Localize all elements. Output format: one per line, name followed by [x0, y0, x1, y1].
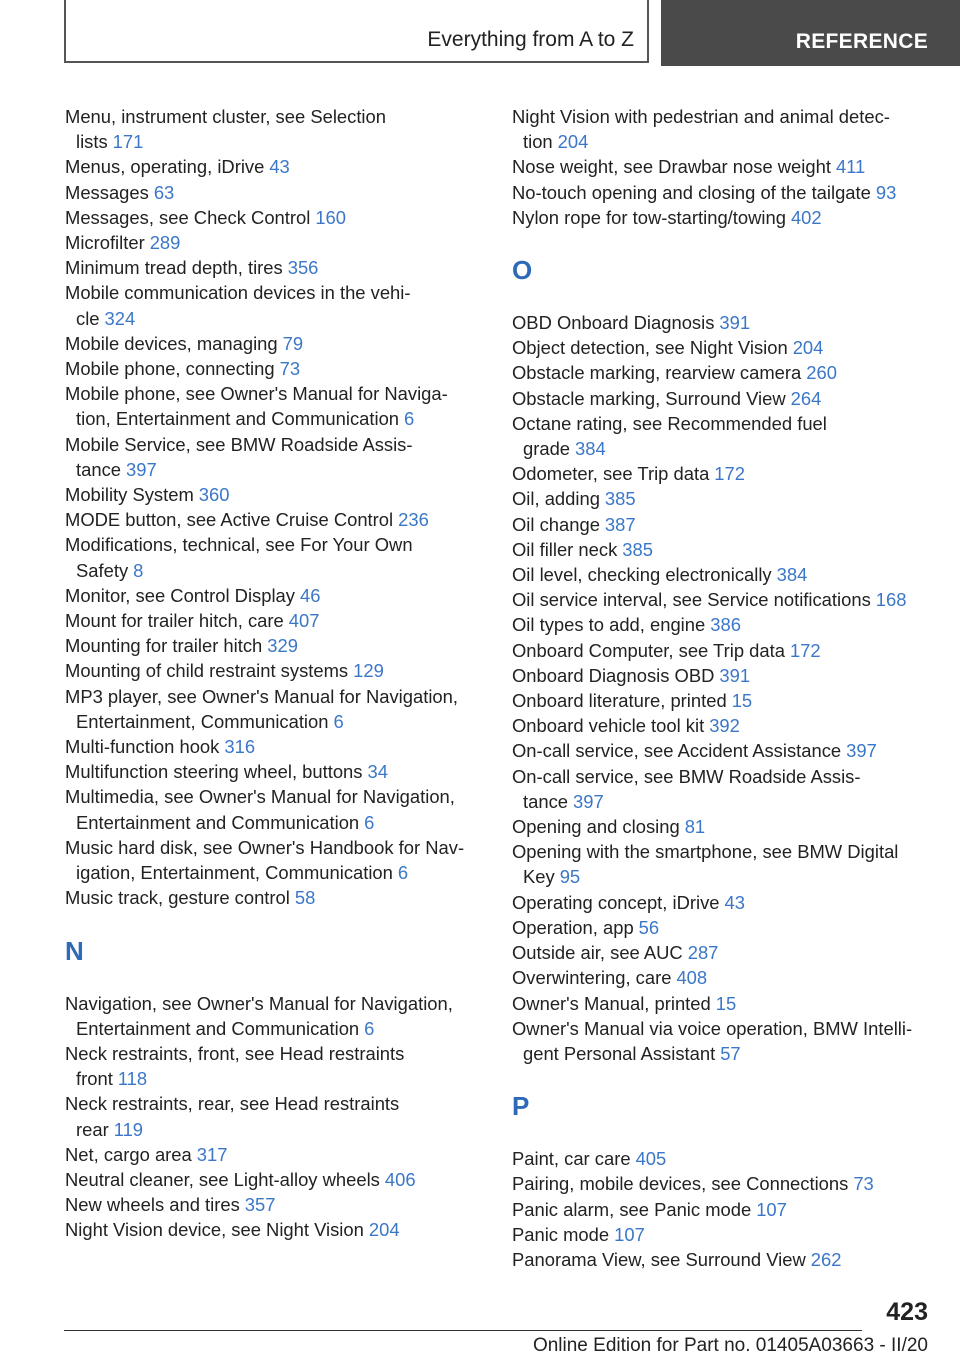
- index-entry-text: OBD Onboard Diagnosis: [512, 312, 715, 334]
- page-reference-link[interactable]: 289: [149, 232, 181, 254]
- index-entry: [65, 205, 485, 230]
- index-entry: [65, 280, 485, 330]
- index-entry: [65, 784, 485, 834]
- index-entry-text: tion, Entertainment and Communication: [76, 408, 400, 430]
- index-entry: [65, 885, 485, 910]
- index-entry: [65, 507, 485, 532]
- index-entry: [65, 734, 485, 759]
- index-entry-text: Mobile communication devices in the vehi-: [65, 282, 411, 304]
- index-entry: [512, 940, 932, 965]
- index-entry: [65, 608, 485, 633]
- page-number: 423: [886, 1298, 928, 1326]
- index-entry: [65, 104, 485, 154]
- index-column-right: [512, 104, 932, 1272]
- index-entry-text: front: [76, 1068, 113, 1090]
- index-entry: [512, 205, 932, 230]
- index-entry: [512, 562, 932, 587]
- index-entry-text: Onboard vehicle tool kit: [512, 715, 705, 737]
- page-reference-link[interactable]: 43: [269, 156, 290, 178]
- page-reference-link[interactable]: 168: [875, 589, 907, 611]
- index-entry: [512, 814, 932, 839]
- index-entry-text: tance: [523, 790, 568, 812]
- index-entry: [65, 1041, 485, 1091]
- index-entry: [512, 738, 932, 763]
- index-entry-text: Menu, instrument cluster, see Selection: [65, 106, 386, 127]
- page-reference-link[interactable]: 79: [282, 332, 304, 354]
- index-entry-text: Operation, app: [512, 916, 634, 938]
- index-entry-text: Oil filler neck: [512, 538, 618, 560]
- page-reference-link[interactable]: 316: [224, 736, 256, 758]
- page-reference-link[interactable]: 405: [635, 1148, 667, 1170]
- index-entry-text: rear: [76, 1118, 109, 1140]
- index-entry: [512, 713, 932, 738]
- index-entry: [512, 965, 932, 990]
- page-reference-link[interactable]: 73: [279, 358, 301, 380]
- page-reference-link[interactable]: 172: [789, 639, 821, 661]
- index-entry: [65, 255, 485, 280]
- page-reference-link[interactable]: 391: [719, 312, 751, 334]
- index-entry: [65, 532, 485, 582]
- page-reference-link[interactable]: 402: [790, 206, 822, 228]
- index-entry: [512, 1171, 932, 1196]
- index-entry-text: cle: [76, 307, 100, 329]
- index-entry: [512, 612, 932, 637]
- index-entry: [65, 180, 485, 205]
- page-reference-link[interactable]: 407: [288, 610, 320, 632]
- index-entry-text: Object detection, see Night Vision: [512, 337, 788, 359]
- index-entry-text: On-call service, see BMW Roadside Assis-: [512, 765, 861, 787]
- index-entry: [65, 154, 485, 179]
- chapter-tab: REFERENCE: [661, 0, 960, 66]
- page-reference-link[interactable]: 236: [398, 509, 429, 531]
- page-reference-link[interactable]: 262: [810, 1248, 842, 1270]
- index-entry-text: igation, Entertainment, Communication: [76, 862, 393, 884]
- index-entry: [65, 432, 485, 482]
- page-reference-link[interactable]: 204: [792, 337, 824, 359]
- page-reference-link[interactable]: 385: [604, 488, 636, 510]
- index-entry: [512, 461, 932, 486]
- page-reference-link[interactable]: 329: [267, 635, 298, 657]
- page-reference-link[interactable]: 287: [687, 942, 719, 964]
- index-entry-text: Mobile phone, see Owner's Manual for Naviga-: [65, 383, 448, 405]
- index-entry-text: Owner's Manual via voice operation, BMW Intelli-: [512, 1017, 913, 1039]
- index-entry-text: Navigation, see Owner's Manual for Navigation,: [65, 992, 453, 1014]
- index-entry-text: Oil service interval, see Service notifications: [512, 589, 871, 611]
- index-entry: [65, 331, 485, 356]
- index-entry-text: Outside air, see AUC: [512, 942, 683, 964]
- index-entry-text: Multimedia, see Owner's Manual for Navigation,: [65, 786, 455, 808]
- page-reference-link[interactable]: 6: [364, 811, 375, 833]
- page-reference-link[interactable]: 397: [126, 458, 157, 480]
- index-entry-text: Multifunction steering wheel, buttons: [65, 761, 363, 783]
- index-entry-text: Entertainment and Communication: [76, 811, 360, 833]
- index-entry-text: Panorama View, see Surround View: [512, 1248, 806, 1270]
- index-entry: [65, 684, 485, 734]
- index-entry-text: Entertainment and Communication: [76, 1017, 360, 1039]
- index-entry: [512, 512, 932, 537]
- index-entry-text: Menus, operating, iDrive: [65, 156, 265, 178]
- page-reference-link[interactable]: 6: [364, 1017, 375, 1039]
- page-reference-link[interactable]: 384: [776, 564, 808, 586]
- index-letter-heading: P: [512, 1091, 530, 1122]
- page-reference-link[interactable]: 391: [719, 664, 751, 686]
- index-entry: [512, 890, 932, 915]
- index-entry: [65, 633, 485, 658]
- page-reference-link[interactable]: 6: [404, 408, 415, 430]
- index-entry: [512, 663, 932, 688]
- index-entry-text: MP3 player, see Owner's Manual for Navigation,: [65, 685, 458, 707]
- index-entry-text: Nylon rope for tow-starting/towing: [512, 206, 786, 228]
- index-entry: [512, 764, 932, 814]
- index-entry: [512, 537, 932, 562]
- page-reference-link[interactable]: 6: [397, 862, 409, 884]
- index-entry-text: grade: [523, 438, 571, 460]
- index-entry-text: Microfilter: [65, 232, 145, 254]
- index-entry-text: tance: [76, 458, 121, 480]
- page-reference-link[interactable]: 171: [112, 131, 144, 153]
- page-reference-link[interactable]: 411: [835, 156, 866, 178]
- index-entry: [512, 839, 932, 889]
- page-reference-link[interactable]: 386: [710, 614, 741, 636]
- index-entry: [512, 486, 932, 511]
- index-entry-text: Net, cargo area: [65, 1143, 192, 1165]
- index-entry-text: Minimum tread depth, tires: [65, 257, 283, 279]
- index-entry-text: No-touch opening and closing of the tailgate: [512, 181, 871, 203]
- index-entry-text: Key: [523, 866, 555, 888]
- page-reference-link[interactable]: 204: [557, 131, 589, 153]
- index-entry-text: Mount for trailer hitch, care: [65, 610, 284, 632]
- index-entry: [512, 1247, 932, 1272]
- page-reference-link[interactable]: 107: [756, 1198, 787, 1220]
- index-entry-text: Opening and closing: [512, 816, 680, 838]
- index-entry-text: Oil types to add, engine: [512, 614, 706, 636]
- index-entry: [65, 835, 485, 885]
- index-entry: [65, 356, 485, 381]
- page-reference-link[interactable]: 58: [294, 887, 316, 909]
- index-entry-text: Oil, adding: [512, 488, 600, 510]
- index-entry: [65, 658, 485, 683]
- index-entry-text: gent Personal Assistant: [523, 1042, 716, 1064]
- page-reference-link[interactable]: 6: [333, 710, 344, 732]
- page-reference-link[interactable]: 81: [684, 816, 706, 838]
- index-entry: [65, 1142, 485, 1167]
- index-entry-text: Octane rating, see Recommended fuel: [512, 412, 827, 434]
- page-reference-link[interactable]: 397: [846, 740, 877, 762]
- page-reference-link[interactable]: 73: [853, 1173, 874, 1195]
- page-reference-link[interactable]: 15: [715, 992, 737, 1014]
- index-entry: [65, 1167, 485, 1192]
- index-entry-text: Modifications, technical, see For Your Own: [65, 534, 413, 556]
- page-reference-link[interactable]: 56: [638, 916, 660, 938]
- index-entry: [65, 1217, 485, 1242]
- index-entry: [65, 991, 485, 1041]
- index-entry: [512, 688, 932, 713]
- index-entry-text: Obstacle marking, Surround View: [512, 387, 786, 409]
- index-entry: [512, 154, 932, 179]
- index-entry: [512, 915, 932, 940]
- index-entry-text: Night Vision with pedestrian and animal detec-: [512, 106, 890, 127]
- page-reference-link[interactable]: 43: [724, 891, 745, 913]
- index-entry: [512, 310, 932, 335]
- page-reference-link[interactable]: 93: [875, 181, 897, 203]
- page-reference-link[interactable]: 387: [604, 513, 636, 535]
- index-entry-text: Messages, see Check Control: [65, 206, 311, 228]
- index-entry-text: Music track, gesture control: [65, 887, 290, 909]
- page-reference-link[interactable]: 107: [614, 1223, 645, 1245]
- page-reference-link[interactable]: 95: [559, 866, 581, 888]
- index-entry: [65, 1192, 485, 1217]
- page-reference-link[interactable]: 34: [367, 761, 388, 783]
- footer-divider: [64, 1330, 862, 1331]
- index-entry: [512, 1146, 932, 1171]
- index-entry: [512, 360, 932, 385]
- page-reference-link[interactable]: 63: [153, 181, 175, 203]
- index-entry-text: Odometer, see Trip data: [512, 463, 710, 485]
- index-entry-text: Neck restraints, front, see Head restraints: [65, 1042, 405, 1064]
- index-entry-text: MODE button, see Active Cruise Control: [65, 509, 394, 531]
- page-reference-link[interactable]: 15: [731, 690, 753, 712]
- index-entry: [65, 1091, 485, 1141]
- index-entry-text: tion: [523, 131, 553, 153]
- index-entry-text: Pairing, mobile devices, see Connections: [512, 1173, 849, 1195]
- index-entry-text: Monitor, see Control Display: [65, 584, 295, 606]
- index-entry-text: Oil change: [512, 513, 600, 535]
- page-reference-link[interactable]: 129: [353, 660, 384, 682]
- index-entry-text: Overwintering, care: [512, 967, 672, 989]
- index-entry-text: Mounting for trailer hitch: [65, 635, 263, 657]
- index-entry-text: Panic mode: [512, 1223, 610, 1245]
- index-entry-text: Messages: [65, 181, 149, 203]
- index-entry-text: Multi-function hook: [65, 736, 220, 758]
- section-title: Everything from A to Z: [427, 28, 634, 51]
- page-reference-link[interactable]: 317: [196, 1143, 228, 1165]
- index-entry-text: New wheels and tires: [65, 1194, 240, 1216]
- index-entry-text: Mobile Service, see BMW Roadside Assis-: [65, 433, 413, 455]
- index-entry: [512, 180, 932, 205]
- edition-footer: Online Edition for Part no. 01405A03663 - II/20: [532, 1335, 928, 1356]
- index-entry-text: Operating concept, iDrive: [512, 891, 720, 913]
- page-reference-link[interactable]: 118: [117, 1068, 148, 1090]
- index-entry-text: Onboard Diagnosis OBD: [512, 664, 715, 686]
- index-entry: [512, 638, 932, 663]
- index-entry: [512, 1222, 932, 1247]
- page-reference-link[interactable]: 360: [198, 484, 230, 506]
- page-reference-link[interactable]: 397: [573, 790, 604, 812]
- index-entry: [512, 104, 932, 154]
- index-entry-text: Night Vision device, see Night Vision: [65, 1219, 364, 1241]
- page-reference-link[interactable]: 8: [133, 559, 144, 581]
- page-reference-link[interactable]: 384: [575, 438, 606, 460]
- index-entry: [512, 411, 932, 461]
- index-entry-text: lists: [76, 131, 108, 153]
- index-entry-text: Owner's Manual, printed: [512, 992, 711, 1014]
- page-reference-link[interactable]: 392: [709, 715, 740, 737]
- page-header: [0, 0, 960, 66]
- index-entry-text: Mobility System: [65, 484, 194, 506]
- page-reference-link[interactable]: 385: [622, 538, 653, 560]
- index-entry-text: Entertainment, Communication: [76, 710, 329, 732]
- index-entry-text: Onboard literature, printed: [512, 690, 727, 712]
- index-entry-text: Neck restraints, rear, see Head restraints: [65, 1093, 400, 1115]
- page-reference-link[interactable]: 324: [104, 307, 136, 329]
- index-entry: [512, 991, 932, 1016]
- index-entry-text: Music hard disk, see Owner's Handbook for Nav-: [65, 836, 465, 858]
- index-entry: [512, 587, 932, 612]
- index-entry-text: On-call service, see Accident Assistance: [512, 740, 842, 762]
- page-reference-link[interactable]: 57: [720, 1042, 741, 1064]
- page-reference-link[interactable]: 356: [287, 257, 319, 279]
- index-entry-text: Mobile phone, connecting: [65, 358, 275, 380]
- index-entry: [512, 1016, 932, 1066]
- index-letter-heading: O: [512, 255, 533, 286]
- index-entry: [65, 583, 485, 608]
- index-letter-heading: N: [65, 935, 84, 966]
- index-entry: [512, 335, 932, 360]
- index-entry-text: Neutral cleaner, see Light-alloy wheels: [65, 1168, 380, 1190]
- page-reference-link[interactable]: 357: [244, 1194, 276, 1216]
- index-entry-text: Panic alarm, see Panic mode: [512, 1198, 752, 1220]
- index-entry-text: Nose weight, see Drawbar nose weight: [512, 156, 831, 178]
- page-reference-link[interactable]: 408: [676, 967, 708, 989]
- index-entry-text: Mobile devices, managing: [65, 332, 278, 354]
- page-reference-link[interactable]: 46: [299, 584, 321, 606]
- page-reference-link[interactable]: 119: [113, 1118, 144, 1140]
- index-entry-text: Mounting of child restraint systems: [65, 660, 349, 682]
- index-entry: [512, 386, 932, 411]
- index-entry: [512, 1197, 932, 1222]
- page-reference-link[interactable]: 264: [790, 387, 822, 409]
- index-entry-text: Oil level, checking electronically: [512, 564, 772, 586]
- index-entry-text: Onboard Computer, see Trip data: [512, 639, 785, 661]
- index-entry: [65, 759, 485, 784]
- index-entry: [65, 230, 485, 255]
- page-reference-link[interactable]: 204: [368, 1219, 400, 1241]
- index-column-left: [65, 104, 485, 1243]
- index-entry-text: Paint, car care: [512, 1148, 631, 1170]
- page-reference-link[interactable]: 160: [315, 206, 347, 228]
- page-reference-link[interactable]: 260: [806, 362, 837, 384]
- index-entry: [65, 381, 485, 431]
- page-reference-link[interactable]: 406: [384, 1168, 416, 1190]
- index-entry-text: Obstacle marking, rearview camera: [512, 362, 802, 384]
- index-entry-text: Opening with the smartphone, see BMW Digital: [512, 841, 899, 863]
- page-reference-link[interactable]: 172: [714, 463, 745, 485]
- index-entry: [65, 482, 485, 507]
- index-entry-text: Safety: [76, 559, 129, 581]
